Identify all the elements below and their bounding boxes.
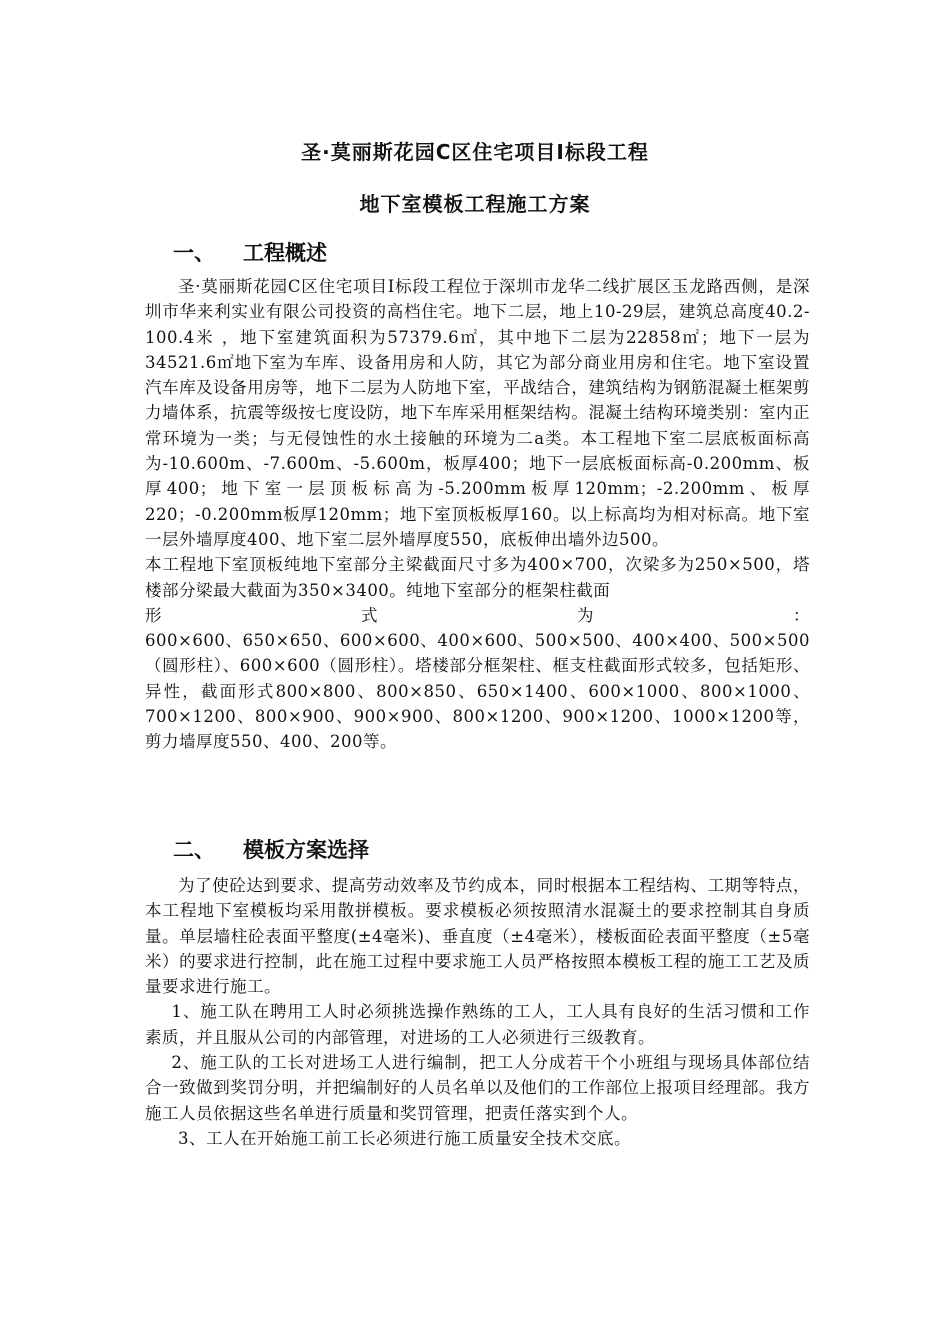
section-heading-formwork <box>173 834 369 864</box>
section-body-overview <box>145 274 810 755</box>
text-fragment: 式 <box>361 605 378 625</box>
document-subtitle: 地下室模板工程施工方案 <box>359 192 591 216</box>
section-title: 工程概述 <box>243 241 327 265</box>
paragraph: 本工程地下室顶板纯地下室部分主梁截面尺寸多为400×700，次梁多为250×500，塔楼部分梁最大截面为350×3400。纯地下室部分的框架柱截面 <box>145 555 810 600</box>
section-heading-overview <box>173 237 327 267</box>
justified-line <box>145 603 810 628</box>
paragraph: 为了使砼达到要求、提高劳动效率及节约成本，同时根据本工程结构、工期等特点，本工程地下室模板均采用散拼模板。要求模板必须按照清水混凝土的要求控制其自身质量。单层墙柱砼表面平整度(±4毫米)、垂直度（±4毫米），楼板面砼表面平整度（±5毫米）的要求进行控制，此在施工过程中要求施工人员严格按照本模板工程的施工工艺及质量要求进行施工。 <box>145 876 810 997</box>
paragraph: 圣·莫丽斯花园C区住宅项目Ⅰ标段工程位于深圳市龙华二线扩展区玉龙路西侧，是深圳市华来利实业有限公司投资的高档住宅。地下二层，地上10-29层，建筑总高度40.2-100.4米 ，地下室建筑面积为57379.6㎡，其中地下二层为22858㎡；地下一层为34521.6㎡地下室为车库、设备用房和人防，其它为部分商业用房和住宅。地下室设置汽车库及设备用房等，地下二层为人防地下室，平战结合，建筑结构为钢筋混凝土框架剪力墙体系，抗震等级按七度设防，地下车库采用框架结构。混凝土结构环境类别：室内正常环境为一类；与无侵蚀性的水土接触的环境为二a类。本工程地下室二层底板面标高为-10.600m、-7.600m、-5.600m，板厚400；地下一层底板面标高-0.200mm、板厚400；地下室一层顶板标高为-5.200mm板厚120mm；-2.200mm、板厚220；-0.200mm板厚120mm；地下室顶板板厚160。以上标高均为相对标高。地下室一层外墙厚度400、地下室二层外墙厚度550，底板伸出墙外边500。 <box>145 277 810 549</box>
text-fragment: ： <box>793 605 810 625</box>
paragraph: 600×600、650×650、600×600、400×600、500×500、400×400、500×500（圆形柱）、600×600（圆形柱）。塔楼部分框架柱、框支柱截面形式较多，包括矩形、异性，截面形式800×800、800×850、650×1400、600×1000、800×1000、700×1200、800×900、900×900、800×1200、900×1200、1000×1200等，剪力墙厚度550、400、200等。 <box>145 631 810 752</box>
section-title: 模板方案选择 <box>243 838 369 862</box>
document-title: 圣·莫丽斯花园C区住宅项目Ⅰ标段工程 <box>301 140 649 164</box>
text-fragment: 为 <box>577 605 594 625</box>
section-number: 二、 <box>173 838 215 862</box>
list-item: 3、工人在开始施工前工长必须进行施工质量安全技术交底。 <box>178 1128 631 1148</box>
section-body-formwork <box>145 873 810 1151</box>
list-item: 1、施工队在聘用工人时必须挑选操作熟练的工人，工人具有良好的生活习惯和工作素质，并且服从公司的内部管理，对进场的工人必须进行三级教育。 <box>145 1002 810 1047</box>
section-number: 一、 <box>173 241 215 265</box>
text-fragment: 形 <box>145 605 162 625</box>
list-item: 2、施工队的工长对进场工人进行编制，把工人分成若干个小班组与现场具体部位结合一致做到奖罚分明，并把编制好的人员名单以及他们的工作部位上报项目经理部。我方施工人员依据这些名单进行质量和奖罚管理，把责任落实到个人。 <box>145 1053 810 1123</box>
